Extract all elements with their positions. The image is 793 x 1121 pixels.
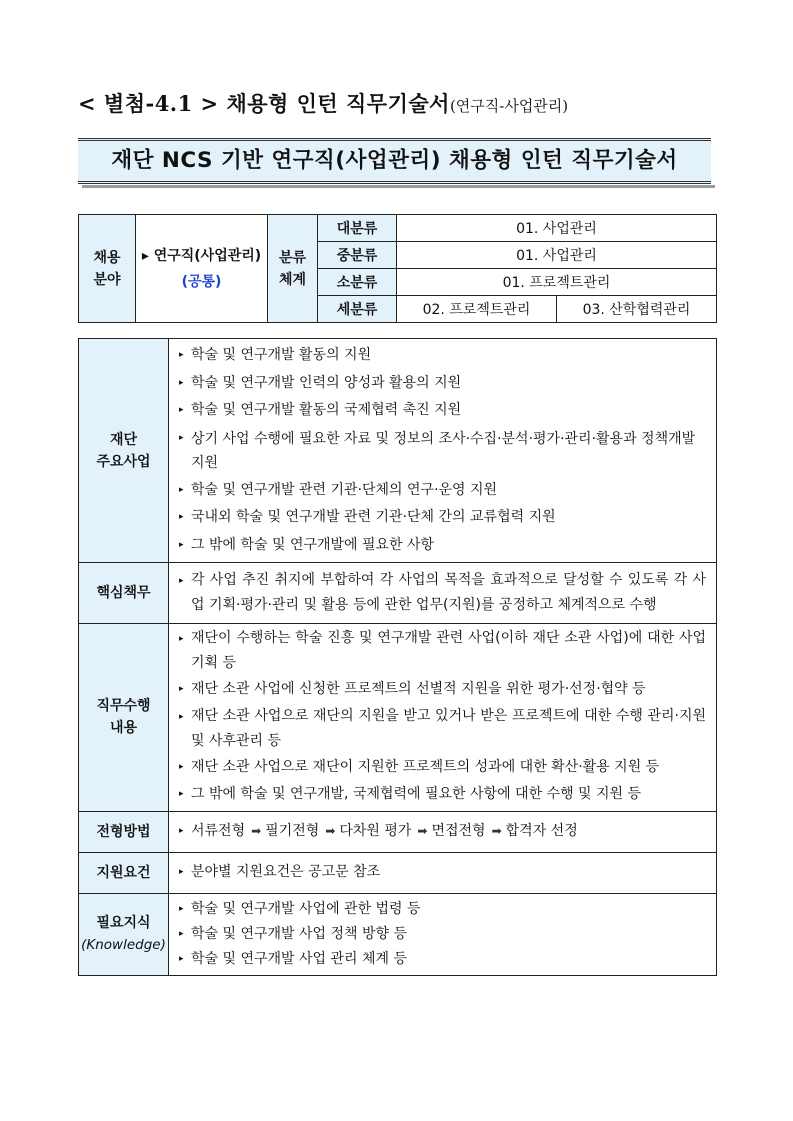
bullet-triangle-icon: ▸ [179, 711, 184, 722]
core-row [79, 563, 717, 624]
system-label-1: 분류 [278, 249, 307, 266]
list-item: ▸ 국내외 학술 및 연구개발 관련 기관·단체 간의 교류협력 지원 [179, 504, 706, 532]
field-label-2: 분야 [93, 271, 121, 288]
bullet-triangle-icon: ▸ [179, 539, 184, 550]
system-label-cell [268, 215, 318, 323]
arrow-right-icon: ➡ [325, 823, 334, 838]
duties-label-2: 내용 [109, 720, 138, 737]
list-item: ▸ 학술 및 연구개발 사업 관리 체계 등 [179, 947, 706, 972]
arrow-right-icon: ➡ [417, 823, 426, 838]
process-steps [179, 818, 706, 846]
knowledge-label: 필요지식 [96, 915, 151, 931]
field-label-cell [79, 215, 136, 323]
knowledge-label-cell [79, 893, 169, 975]
process-row [79, 811, 717, 852]
list-item: ▸ 학술 및 연구개발 사업 정책 방향 등 [179, 922, 706, 947]
business-content [169, 339, 717, 563]
list-item: ▸ 학술 및 연구개발 관련 기관·단체의 연구·운영 지원 [179, 477, 706, 505]
list-item: ▸ 상기 사업 수행에 필요한 자료 및 정보의 조사·수집·분석·평가·관리·활용과 정책개발 지원 [179, 425, 706, 477]
process-label: 전형방법 [79, 811, 169, 852]
knowledge-content [169, 893, 717, 975]
arrow-right-icon: ➡ [491, 823, 500, 838]
bullet-triangle-icon: ▸ [179, 512, 184, 522]
arrow-right-icon: ➡ [251, 823, 260, 838]
knowledge-row [79, 893, 717, 975]
bullet-triangle-icon: ▸ [179, 484, 184, 495]
list-item: ▸ 각 사업 추진 취지에 부합하여 각 사업의 목적을 효과적으로 달성할 수 있도록 각 사업 기획·평가·관리 및 활용 등에 관한 업무(지원)를 공정하고 체계적으로 수행 [179, 568, 706, 618]
bullet-triangle-icon: ▸ [179, 684, 184, 694]
duties-content [169, 624, 717, 812]
knowledge-label-en: (Knowledge) [81, 937, 166, 953]
list-item: ▸ 재단 소관 사업에 신청한 프로젝트의 선별적 지원을 위한 평가·선정·협약 등 [179, 676, 706, 704]
minor-class-label: 소분류 [318, 269, 397, 296]
business-row [79, 339, 717, 563]
core-content [169, 563, 717, 624]
business-label-cell [79, 339, 169, 563]
bullet-triangle-icon: ▸ [179, 953, 184, 964]
field-note: (공통) [181, 273, 222, 290]
bullet-triangle-icon: ▸ [179, 789, 184, 799]
duties-row [79, 624, 717, 812]
list-item: ▸ 학술 및 연구개발 인력의 양성과 활용의 지원 [179, 370, 706, 398]
process-step: 면접전형 [431, 822, 486, 839]
title-shadow [82, 185, 715, 188]
heading-main: < 별첨-4.1 > 채용형 인턴 직무기술서 [78, 91, 450, 116]
field-label-1: 채용 [93, 249, 121, 266]
list-item: ▸ 분야별 지원요건은 공고문 참조 [179, 859, 706, 887]
middle-class-value: 01. 사업관리 [397, 242, 717, 269]
process-content [169, 811, 717, 852]
bullet-triangle-icon: ▸ [179, 866, 184, 877]
heading-sub: (연구직-사업관리) [449, 97, 569, 115]
bullet-triangle-icon: ▸ [179, 432, 184, 443]
process-step: 다차원 평가 [339, 822, 412, 839]
document-title-box [78, 138, 711, 184]
process-step: 필기전형 [265, 822, 320, 839]
sub-class-value-1: 02. 프로젝트관리 [397, 296, 557, 323]
sub-class-label: 세분류 [318, 296, 397, 323]
requirements-row [79, 852, 717, 893]
minor-class-value: 01. 프로젝트관리 [397, 269, 717, 296]
document-title: 재단 NCS 기반 연구직(사업관리) 채용형 인턴 직무기술서 [111, 148, 678, 173]
bullet-triangle-icon: ▸ [179, 928, 184, 939]
process-step: 합격자 선정 [505, 822, 578, 839]
bullet-triangle-icon: ▸ [179, 634, 184, 644]
bullet-triangle-icon: ▸ [179, 405, 184, 415]
job-description-table [78, 338, 717, 976]
sub-class-value-2: 03. 산학협력관리 [557, 296, 717, 323]
list-item: ▸ 학술 및 연구개발 활동의 국제협력 촉진 지원 [179, 397, 706, 425]
bullet-triangle-icon: ▸ [179, 350, 184, 360]
major-class-label: 대분류 [318, 215, 397, 242]
list-item: ▸ 그 밖에 학술 및 연구개발, 국제협력에 필요한 사항에 대한 수행 및 지원 등 [179, 781, 706, 809]
core-label: 핵심책무 [79, 563, 169, 624]
list-item: ▸ 재단 소관 사업으로 재단의 지원을 받고 있거나 받은 프로젝트에 대한 수행 관리·지원 및 사후관리 등 [179, 704, 706, 754]
bullet-triangle-icon: ▸ [179, 576, 184, 586]
bullet-triangle-icon: ▸ [179, 825, 184, 836]
requirements-label: 지원요건 [79, 852, 169, 893]
duties-label-1: 직무수행 [96, 698, 151, 715]
major-class-value: 01. 사업관리 [397, 215, 717, 242]
business-label-1: 재단 [109, 431, 138, 448]
attachment-heading [78, 88, 568, 118]
list-item: ▸ 재단이 수행하는 학술 진흥 및 연구개발 관련 사업(이하 재단 소관 사업)에 대한 사업 기획 등 [179, 626, 706, 676]
list-item: ▸ 재단 소관 사업으로 재단이 지원한 프로젝트의 성과에 대한 확산·활용 지원 등 [179, 754, 706, 782]
requirements-content [169, 852, 717, 893]
bullet-triangle-icon: ▸ [179, 903, 184, 914]
bullet-triangle-icon: ▸ [179, 377, 184, 388]
bullet-triangle-icon: ▸ [179, 761, 184, 772]
business-label-2: 주요사업 [96, 453, 151, 470]
list-item: ▸ 그 밖에 학술 및 연구개발에 필요한 사항 [179, 532, 706, 560]
field-value: ▸ 연구직(사업관리) [141, 247, 262, 264]
list-item: ▸ 학술 및 연구개발 사업에 관한 법령 등 [179, 897, 706, 922]
classification-table [78, 214, 717, 323]
middle-class-label: 중분류 [318, 242, 397, 269]
process-step: 서류전형 [191, 822, 246, 839]
system-label-2: 체계 [278, 271, 307, 288]
list-item: ▸ 학술 및 연구개발 활동의 지원 [179, 342, 706, 370]
duties-label-cell [79, 624, 169, 812]
field-value-cell [136, 215, 268, 323]
